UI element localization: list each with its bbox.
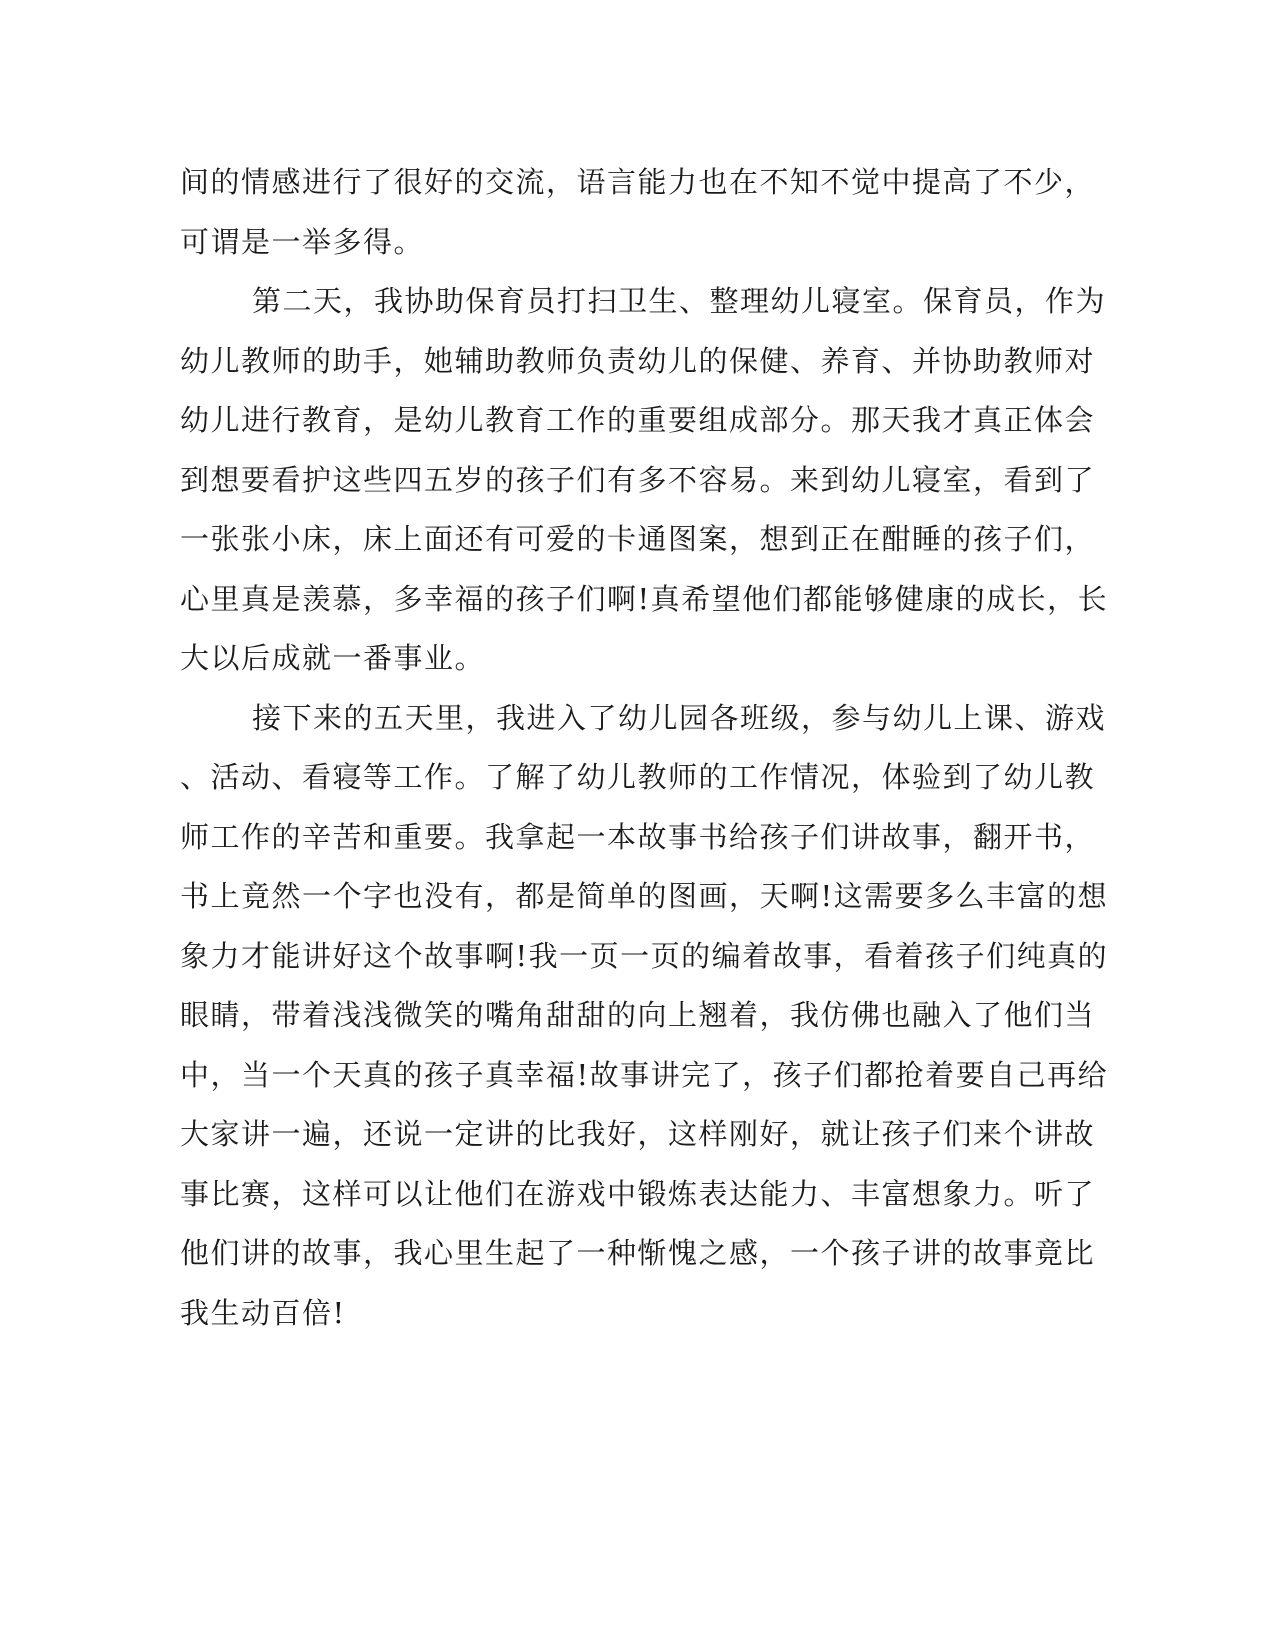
paragraph-next-five-days xyxy=(180,689,1109,1344)
text-line: 大家讲一遍，还说一定讲的比我好，这样刚好，就让孩子们来个讲故 xyxy=(180,1117,1096,1151)
text-line: 书上竟然一个字也没有，都是简单的图画，天啊!这需要多么丰富的想 xyxy=(180,879,1109,913)
paragraph-second-day xyxy=(180,272,1109,689)
text-line: 事比赛，这样可以让他们在游戏中锻炼表达能力、丰富想象力。听了 xyxy=(180,1176,1096,1211)
text-line: 一张张小床，床上面还有可爱的卡通图案，想到正在酣睡的孩子们， xyxy=(180,522,1096,556)
text-line: 幼儿教师的助手，她辅助教师负责幼儿的保健、养育、并协助教师对 xyxy=(180,343,1096,378)
text-line: 接下来的五天里，我进入了幼儿园各班级，参与幼儿上课、游戏 xyxy=(252,700,1107,735)
text-line: 心里真是羡慕，多幸福的孩子们啊!真希望他们都能够健康的成长，长 xyxy=(180,581,1109,616)
text-line: 到想要看护这些四五岁的孩子们有多不容易。来到幼儿寝室，看到了 xyxy=(180,462,1096,497)
text-line: 眼睛，带着浅浅微笑的嘴角甜甜的向上翘着，我仿佛也融入了他们当 xyxy=(180,998,1096,1032)
paragraph-continuation xyxy=(180,153,1096,272)
text-line: 我生动百倍! xyxy=(180,1295,346,1330)
text-line: 间的情感进行了很好的交流，语言能力也在不知不觉中提高了不少， xyxy=(180,165,1096,199)
text-line: 中，当一个天真的孩子真幸福!故事讲完了，孩子们都抢着要自己再给 xyxy=(180,1057,1109,1092)
text-line: 可谓是一举多得。 xyxy=(180,224,425,259)
text-line: 、活动、看寝等工作。了解了幼儿教师的工作情况，体验到了幼儿教 xyxy=(180,760,1096,794)
text-line: 幼儿进行教育，是幼儿教育工作的重要组成部分。那天我才真正体会 xyxy=(180,403,1096,437)
text-line: 第二天，我协助保育员打扫卫生、整理幼儿寝室。保育员，作为 xyxy=(252,284,1107,318)
text-line: 大以后成就一番事业。 xyxy=(180,641,486,675)
text-line: 他们讲的故事，我心里生起了一种惭愧之感，一个孩子讲的故事竟比 xyxy=(180,1236,1096,1270)
text-line: 师工作的辛苦和重要。我拿起一本故事书给孩子们讲故事，翻开书， xyxy=(180,819,1096,854)
text-line: 象力才能讲好这个故事啊!我一页一页的编着故事，看着孩子们纯真的 xyxy=(180,938,1109,973)
body-text xyxy=(180,153,1109,1343)
